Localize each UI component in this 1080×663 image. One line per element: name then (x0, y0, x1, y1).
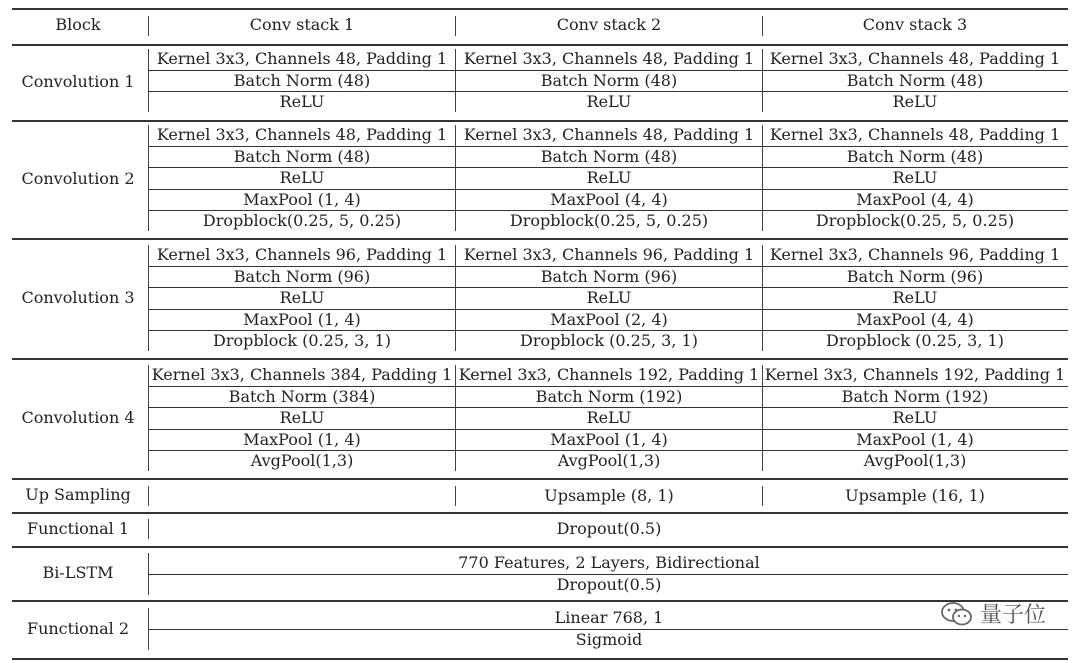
table-cell: MaxPool (1, 4) (243, 429, 361, 449)
top-rule (12, 8, 1068, 10)
wechat-icon (940, 600, 974, 628)
span-cell: Sigmoid (575, 630, 643, 649)
table-cell: MaxPool (4, 4) (856, 189, 974, 209)
column-divider (455, 365, 456, 471)
table-cell: Batch Norm (96) (846, 266, 984, 286)
table-cell: ReLU (279, 92, 325, 111)
table-cell: Kernel 3x3, Channels 48, Padding 1 (156, 125, 448, 144)
span-cell: Dropout(0.5) (556, 519, 662, 538)
section-rule (12, 238, 1068, 240)
table-cell: ReLU (279, 168, 325, 187)
watermark-text: 量子位 (979, 603, 1046, 628)
table-cell: ReLU (586, 408, 632, 427)
table-cell: ReLU (892, 288, 938, 307)
table-cell: Kernel 3x3, Channels 96, Padding 1 (156, 245, 448, 264)
column-divider (455, 486, 456, 506)
section-rule (12, 512, 1068, 514)
table-cell: Dropblock(0.25, 5, 0.25) (815, 211, 1015, 230)
header-divider (455, 16, 456, 36)
block-label: Convolution 2 (21, 169, 135, 188)
block-label: Up Sampling (25, 485, 131, 504)
table-cell: Kernel 3x3, Channels 48, Padding 1 (769, 49, 1061, 68)
column-divider (762, 125, 763, 231)
section-rule (12, 358, 1068, 360)
table-cell: MaxPool (1, 4) (550, 429, 668, 449)
table-cell: Kernel 3x3, Channels 96, Padding 1 (769, 245, 1061, 264)
header-stack: Conv stack 2 (556, 15, 662, 34)
block-label: Convolution 1 (21, 72, 135, 91)
column-divider (148, 49, 149, 112)
table-cell: Batch Norm (48) (846, 70, 984, 90)
table-cell: Batch Norm (96) (233, 266, 371, 286)
table-cell: ReLU (586, 92, 632, 111)
column-divider (455, 125, 456, 231)
span-cell: Linear 768, 1 (554, 608, 664, 627)
table-cell: MaxPool (4, 4) (550, 189, 668, 209)
section-rule (12, 600, 1068, 602)
watermark (940, 598, 1046, 629)
table-cell: Batch Norm (192) (841, 386, 989, 406)
table-cell: ReLU (586, 288, 632, 307)
table-cell: ReLU (892, 92, 938, 111)
header-stack: Conv stack 3 (862, 15, 968, 34)
table-cell: Kernel 3x3, Channels 48, Padding 1 (769, 125, 1061, 144)
table-cell: Kernel 3x3, Channels 48, Padding 1 (463, 49, 755, 68)
table-cell: Batch Norm (48) (233, 146, 371, 166)
column-divider (762, 365, 763, 471)
table-cell: Dropblock (0.25, 3, 1) (520, 331, 698, 350)
table-cell: ReLU (892, 408, 938, 427)
column-divider (148, 245, 149, 351)
table-cell: Kernel 3x3, Channels 192, Padding 1 (458, 365, 760, 384)
table-cell: Kernel 3x3, Channels 192, Padding 1 (764, 365, 1066, 384)
header-rule (12, 44, 1068, 46)
table-cell: Batch Norm (48) (540, 70, 678, 90)
column-divider (455, 49, 456, 112)
table-cell: Upsample (8, 1) (544, 486, 674, 505)
table-cell: MaxPool (1, 4) (243, 189, 361, 209)
block-label: Functional 2 (26, 619, 130, 638)
table-cell: Batch Norm (48) (540, 146, 678, 166)
table-cell: ReLU (892, 168, 938, 187)
table-cell: AvgPool(1,3) (863, 451, 967, 470)
section-rule (12, 478, 1068, 480)
header-divider (148, 16, 149, 36)
section-rule (12, 120, 1068, 122)
section-rule (12, 658, 1068, 660)
block-label: Convolution 4 (21, 408, 135, 427)
column-divider (148, 365, 149, 471)
table-cell: Upsample (16, 1) (845, 486, 985, 505)
column-divider (455, 245, 456, 351)
column-divider (762, 486, 763, 506)
table-cell: Dropblock(0.25, 5, 0.25) (202, 211, 402, 230)
table-cell: Dropblock (0.25, 3, 1) (213, 331, 391, 350)
span-cell: Dropout(0.5) (556, 575, 662, 594)
block-label: Bi-LSTM (42, 563, 114, 582)
table-cell: AvgPool(1,3) (557, 451, 661, 470)
table-cell: ReLU (279, 288, 325, 307)
header-block: Block (55, 15, 101, 34)
table-cell: MaxPool (1, 4) (243, 309, 361, 329)
block-label: Convolution 3 (21, 288, 135, 307)
table-cell: ReLU (586, 168, 632, 187)
table-cell: Dropblock (0.25, 3, 1) (826, 331, 1004, 350)
column-divider (762, 49, 763, 112)
span-divider (148, 519, 149, 539)
block-label: Functional 1 (26, 519, 130, 538)
header-divider (762, 16, 763, 36)
table-cell: MaxPool (2, 4) (550, 309, 668, 329)
section-rule (12, 546, 1068, 548)
table-cell: Kernel 3x3, Channels 96, Padding 1 (463, 245, 755, 264)
table-cell: Dropblock(0.25, 5, 0.25) (509, 211, 709, 230)
column-divider (148, 486, 149, 506)
column-divider (148, 125, 149, 231)
table-cell: Batch Norm (48) (233, 70, 371, 90)
table-cell: AvgPool(1,3) (250, 451, 354, 470)
table-cell: Kernel 3x3, Channels 48, Padding 1 (463, 125, 755, 144)
table-cell: Batch Norm (192) (535, 386, 683, 406)
table-cell: Batch Norm (96) (540, 266, 678, 286)
table-cell: Batch Norm (48) (846, 146, 984, 166)
table-cell: Kernel 3x3, Channels 384, Padding 1 (151, 365, 453, 384)
table-cell: Batch Norm (384) (228, 386, 376, 406)
table-cell: Kernel 3x3, Channels 48, Padding 1 (156, 49, 448, 68)
header-stack: Conv stack 1 (249, 15, 355, 34)
table-cell: MaxPool (1, 4) (856, 429, 974, 449)
span-cell: 770 Features, 2 Layers, Bidirectional (458, 553, 760, 572)
table-cell: ReLU (279, 408, 325, 427)
table-cell: MaxPool (4, 4) (856, 309, 974, 329)
column-divider (762, 245, 763, 351)
